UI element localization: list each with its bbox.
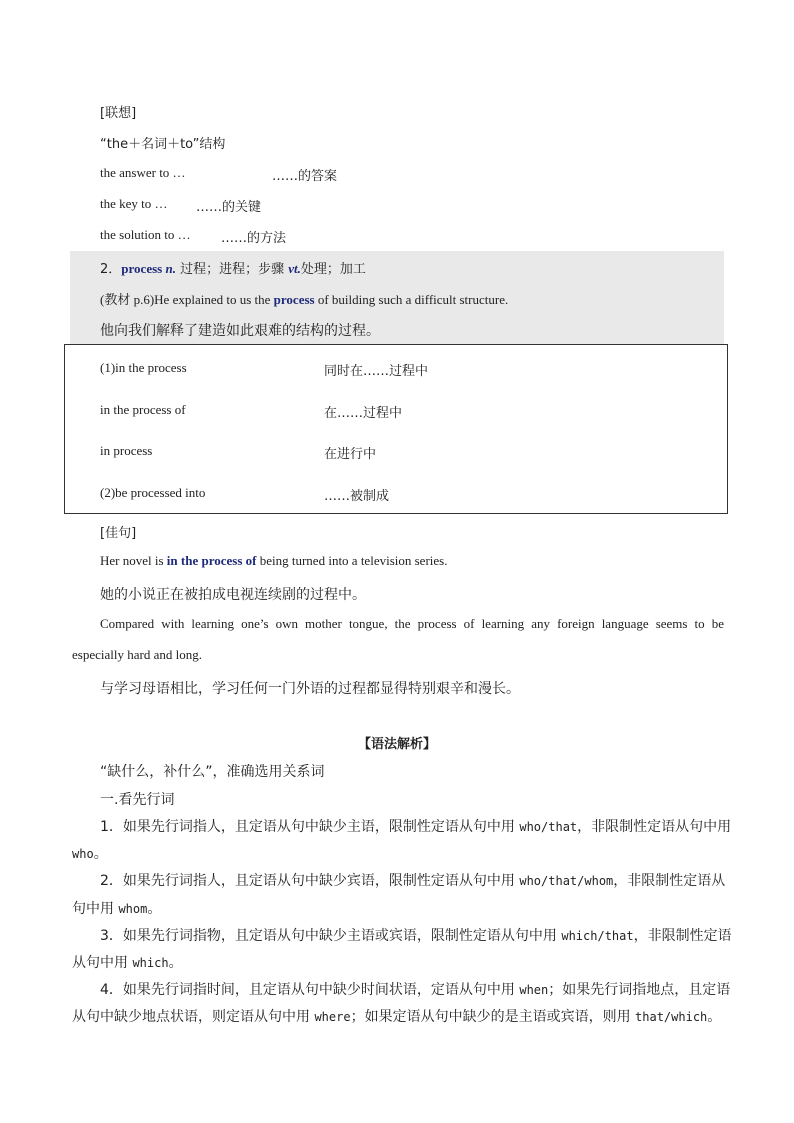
rule-code: whom (118, 902, 148, 916)
rule-text: ，非限制性定语从句中用 (577, 819, 732, 835)
entry-headword-line (100, 258, 366, 277)
phrase-zh: 在……过程中 (324, 406, 403, 421)
textbook-example (100, 289, 508, 308)
rule-code: which (132, 956, 169, 970)
pos-verb: vt. (288, 261, 301, 276)
grammar-subtitle: “缺什么，补什么”，准确选用关系词 (100, 764, 325, 780)
meaning-noun: 过程；进程；步骤 (175, 262, 289, 277)
related-phrase-zh: ……的答案 (272, 169, 338, 184)
rule-text: 从句中缺少地点状语，则定语从句中用 (72, 1009, 315, 1025)
example-prefix: (教材 p.6)He explained to us the (100, 292, 274, 307)
section-heading: 一.看先行词 (100, 792, 175, 808)
rule-code: who/that (519, 820, 578, 834)
pos-noun: n. (165, 261, 176, 276)
sentence-prefix: Her novel is (100, 553, 167, 568)
sentence-keyword: in the process of (166, 553, 257, 568)
rule-text: ；如果先行词指地点，且定语 (548, 982, 731, 998)
phrase-zh: 同时在……过程中 (324, 364, 429, 379)
phrase-en: in the process of (100, 402, 186, 417)
structure-note: “the＋名词＋to”结构 (100, 137, 226, 152)
rule-code: who (72, 847, 94, 861)
rule-2-line2 (72, 898, 161, 918)
jiaju-header: [佳句] (100, 526, 137, 541)
phrase-zh: ……被制成 (324, 489, 390, 504)
rule-text: 3．如果先行词指物，且定语从句中缺少主语或宾语，限制性定语从句中用 (100, 928, 562, 944)
good-sentence-1 (100, 553, 447, 569)
good-sentence-2-translation: 与学习母语相比，学习任何一门外语的过程都显得特别艰辛和漫长。 (100, 681, 520, 697)
rule-2-line1 (100, 870, 725, 890)
rule-code: that/which (635, 1010, 708, 1024)
phrase-en: in process (100, 443, 153, 458)
rule-code: which/that (561, 929, 634, 943)
rule-text: 2．如果先行词指人，且定语从句中缺少宾语，限制性定语从句中用 (100, 873, 520, 889)
good-sentence-2-line1: Compared with learning one’s own mother tongue, the process of learning any foreign language seems to be (100, 616, 724, 631)
related-phrase-zh: ……的关键 (196, 200, 262, 215)
good-sentence-1-translation: 她的小说正在被拍成电视连续剧的过程中。 (100, 587, 366, 603)
rule-3-line2 (72, 952, 183, 972)
rule-text: 。 (168, 955, 183, 971)
rule-text: ，非限制性定语从 (613, 873, 726, 889)
rule-1-line2 (72, 843, 108, 863)
related-phrase-zh: ……的方法 (221, 231, 287, 246)
example-suffix: of building such a difficult structure. (314, 292, 509, 307)
rule-code: who/that/whom (519, 874, 614, 888)
rule-code: where (314, 1010, 351, 1024)
entry-number: 2． (100, 262, 122, 277)
rule-text: 。 (147, 901, 162, 917)
related-phrase-en: the solution to … (100, 227, 191, 242)
rule-text: ；如果定语从句中缺少的是主语或宾语，则用 (350, 1009, 636, 1025)
related-phrase-en: the key to … (100, 196, 168, 211)
phrase-zh: 在进行中 (324, 447, 377, 462)
phrase-en: (1)in the process (100, 360, 187, 375)
phrase-en: (2)be processed into (100, 485, 206, 500)
headword: process (121, 261, 163, 276)
rule-text: 1．如果先行词指人，且定语从句中缺少主语，限制性定语从句中用 (100, 819, 520, 835)
rule-code: when (519, 983, 549, 997)
rule-4-line1 (100, 979, 730, 999)
rule-1-line1 (100, 816, 731, 836)
sentence-suffix: being turned into a television series. (256, 553, 448, 568)
rule-text: 4．如果先行词指时间，且定语从句中缺少时间状语，定语从句中用 (100, 982, 520, 998)
rule-text: 。 (93, 846, 108, 862)
lianxiang-header: [联想] (100, 106, 137, 121)
rule-text: 从句中用 (72, 955, 133, 971)
example-keyword: process (273, 292, 315, 307)
related-phrase-en: the answer to … (100, 165, 186, 180)
good-sentence-2-line2: especially hard and long. (72, 647, 202, 662)
rule-text: 。 (707, 1009, 722, 1025)
example-translation: 他向我们解释了建造如此艰难的结构的过程。 (100, 323, 380, 339)
meaning-verb: 处理；加工 (300, 262, 366, 277)
rule-text: ，非限制性定语 (633, 928, 732, 944)
rule-4-line2 (72, 1006, 721, 1026)
rule-3-line1 (100, 925, 732, 945)
rule-text: 句中用 (72, 901, 119, 917)
grammar-title: 【语法解析】 (357, 737, 436, 752)
